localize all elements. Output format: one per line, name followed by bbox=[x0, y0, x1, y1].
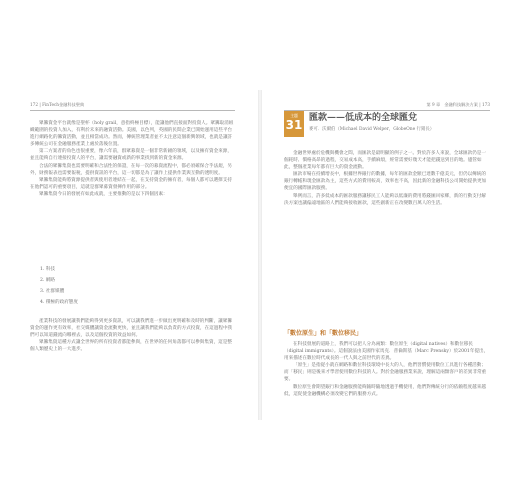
list-item: 4. 積極的政府態度 bbox=[40, 300, 79, 305]
chapter-label: 主題 bbox=[290, 113, 298, 118]
left-page bbox=[0, 0, 258, 500]
list-item: 3. 社群媒體 bbox=[40, 289, 65, 294]
paragraph: 第二方案者的角色也很重要，像六年前，群眾募資是一個非常新穎的領域，以及擁有資金來源，並且能夠自行連接投資人的平台，讓需要融資或新的事業找到新的資金來源。 bbox=[30, 149, 232, 162]
factor-list bbox=[40, 264, 230, 308]
list-item: 1. 科技 bbox=[40, 267, 56, 272]
right-body-text-2 bbox=[284, 341, 490, 398]
paragraph: 眾籌集資今日的發展有如此成就，主要推動的是以下四個因素： bbox=[39, 191, 168, 197]
paragraph: 匯款市場在持續增長中，根據世界銀行的數據，每年的匯款金額已達數千億美元，但仍以傳統的銀行轉帳和現金匯款為主，這些方式的費用較高，效率也不高，因此新的金融科技公司開始提供更加便宜的國際匯款服務。 bbox=[284, 172, 487, 192]
chapter-number: 31 bbox=[285, 118, 303, 132]
right-body-text bbox=[284, 150, 490, 207]
paragraph: 舉例而言，許多低成本的匯款服務讓移民工人能夠以低廉的費用將錢匯回家鄉，新的行動支付解決方案也讓偏遠地區的人們能夠接收匯款，這些創新正在改變數百萬人的生活。 bbox=[284, 193, 486, 206]
left-page-header: 172 | FinTech金融科技聖典 bbox=[30, 102, 85, 107]
right-page-header: 第 9 章 金融科技解決方案 | 173 bbox=[426, 102, 490, 107]
paragraph: 合法的眾籌集資也需要明確和合法性的保證，在每一次的募資流程中，都必須確保合乎法規，另外，財務報表也需要報稅，提供資訊的平台，這一切都是為了讓作上提供作業與互動的透明度。 bbox=[30, 163, 232, 176]
left-header-rule bbox=[30, 110, 235, 111]
chapter-heading bbox=[284, 110, 490, 140]
chapter-author: 麥可．沃爾伯（Michael David Welper，GlobeOne 行銷長） bbox=[309, 127, 435, 132]
paragraph: 眾籌資金平台就像是聖杯（holy grail，意指終極目標），能讓他們直接面對投資人。眾籌取消組織範圍的投資人加入，有利於未來的融資活動。美國，以色列，英國的民間企業已開始運用這些平台進行網路化的籌資活動，並且相當成功。然而，傳統管理業者並不太注意這個新興領域，也就是讓許多傳統公司在金融服務產業上處於落後位置。 bbox=[30, 121, 234, 148]
left-body-text-2 bbox=[30, 318, 235, 353]
paragraph: 在科技發展的道路上，我們可以把人分為兩類：數位原生（digital natives）和數位移民（digital immigrants）。這個說法由美國作家馬克．普倫斯基（Marc Prensky）於2001年提出，用來描述在數位時代成長的一代人與之前世代的差異。 bbox=[284, 342, 489, 362]
paragraph: 產業科技的發展讓我們能夠得到更多資訊，可以讓我們進一步做出更明確和及時的判斷，讓眾籌資金的運作更有效率，社交媒體讓資金流動更快，並且讓我們能夠以負責的方式投資，在這過程中我們可以知道錢流向哪裡去，以及這個投資的效益如何。 bbox=[30, 319, 233, 339]
chapter-title: 匯款——低成本的全球匯兌 bbox=[309, 113, 418, 123]
right-page bbox=[262, 0, 520, 500]
left-body-text bbox=[30, 120, 235, 198]
chapter-badge bbox=[284, 111, 304, 137]
paragraph: 「原生」是指從小就在網路和數位科技環境中長大的人，他們習慣使用數位工具進行各種活動；而「移民」則是後來才學習使用數位科技的人。對於金融服務業來說，理解這兩類客戶的差異非常重要。 bbox=[284, 363, 487, 383]
list-item: 2. 網路 bbox=[40, 278, 56, 283]
paragraph: 眾籌集資這種方式讓全世界的所有投資者都能參與，在世界的任何角落都可以參與集資，這是整個人類歷史上的一大進步。 bbox=[30, 340, 232, 353]
paragraph: 眾籌集資能夠將資源提供者與使用者連結在一起，在支持資金的擁有者，每個人都可以選擇支持在他們認可的重要項目，這就是群眾募資發揮作用的部分。 bbox=[30, 177, 232, 190]
section-heading: 「數位原生」和「數位移民」 bbox=[284, 330, 363, 337]
paragraph: 金融世界處於危機與機會之間，而匯款是最明顯的例子之一。對於許多人來說，全球匯款仍是一個耗時、價格高昂的過程，交易成本高，手續麻煩，經常需要好幾天才能把錢送到目的地。儘管如此，整個產業每年都有巨大的資金流動。 bbox=[284, 151, 486, 171]
paragraph: 數位原生會期望銀行和金融服務能夠隨時隨地透過手機使用，他們對傳統分行的依賴程度越來越低，這促使金融機構必須改變它們的服務方式。 bbox=[284, 384, 486, 397]
